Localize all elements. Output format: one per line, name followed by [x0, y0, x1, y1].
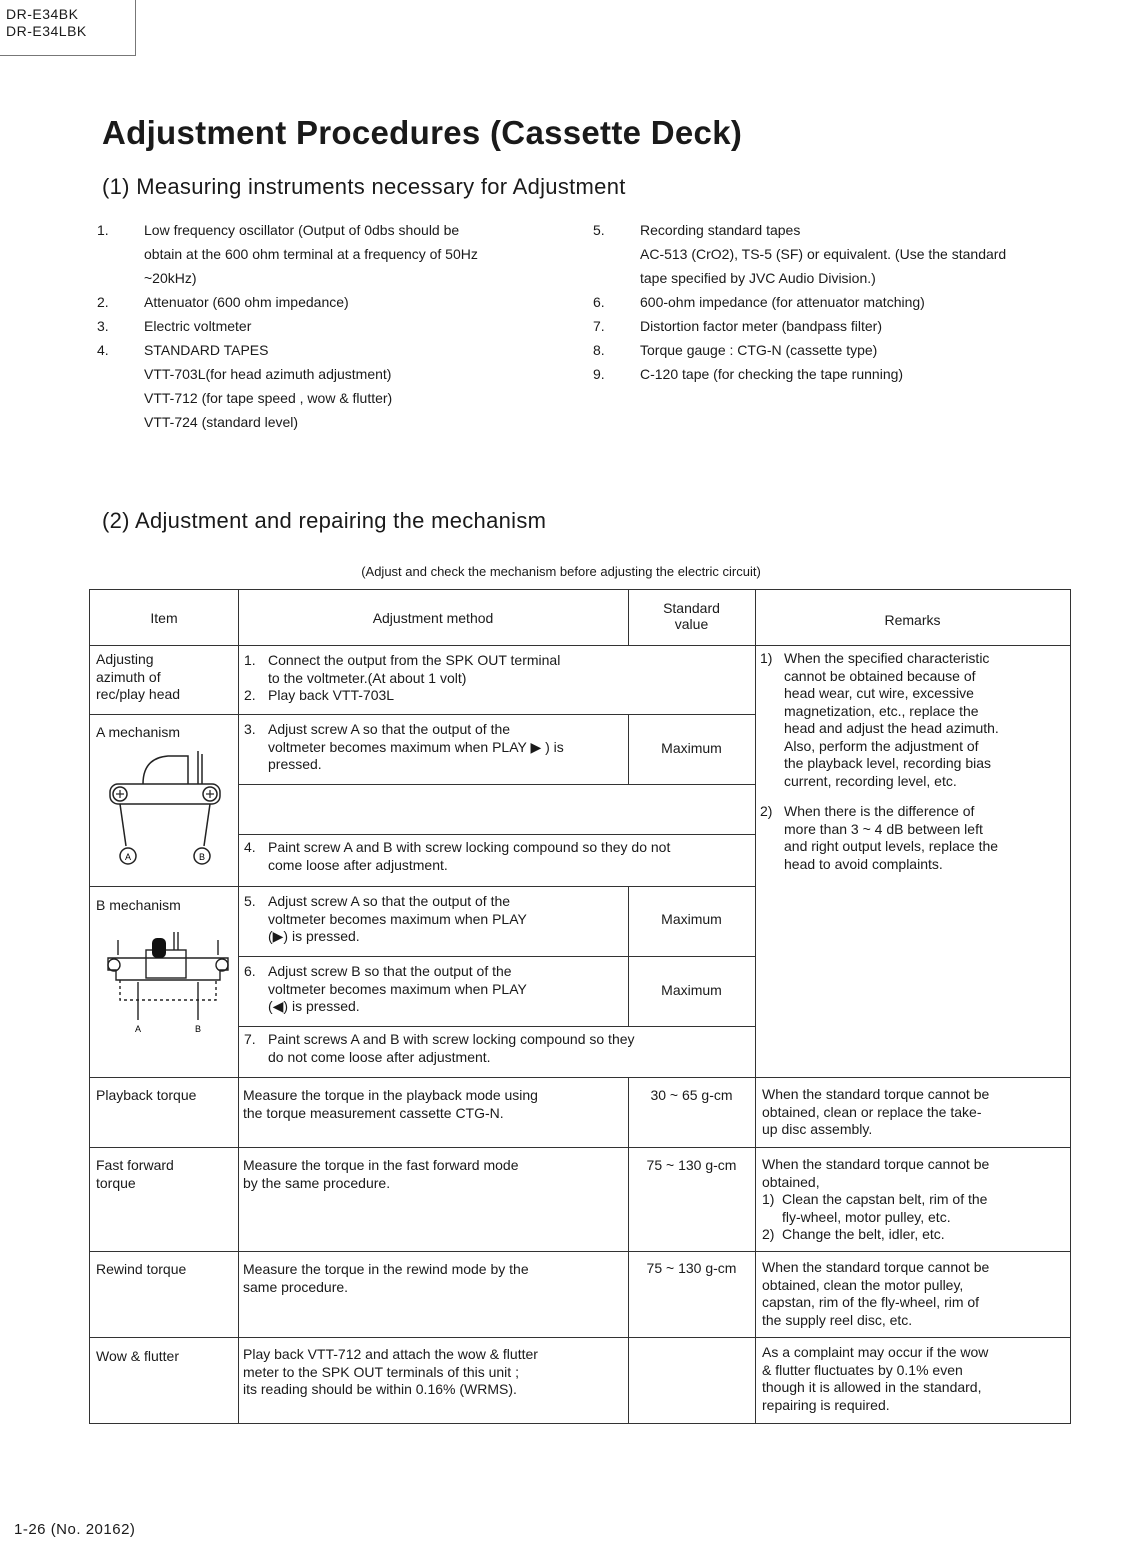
- remark-num: 1): [760, 650, 773, 666]
- list-num: 4.: [97, 342, 109, 358]
- remark-line: the supply reel disc, etc.: [762, 1311, 913, 1328]
- remark-line: When the specified characteristic: [784, 650, 990, 666]
- remark-item: [762, 1191, 1067, 1226]
- item-line: Adjusting: [96, 651, 154, 667]
- remark-num: 1): [762, 1191, 775, 1207]
- section1-heading: (1) Measuring instruments necessary for Adjustment: [102, 174, 626, 199]
- model-label-box: [0, 0, 136, 56]
- remark-line: head wear, cut wire, excessive: [784, 685, 974, 701]
- header-remarks: Remarks: [884, 612, 941, 628]
- remark-line: magnetization, etc., replace the: [784, 702, 979, 719]
- remarks-azimuth: [760, 650, 1065, 873]
- step-3: [244, 721, 624, 774]
- item-line: Fast forward: [96, 1157, 174, 1173]
- model-number-1: DR-E34BK: [6, 6, 79, 22]
- method-line: by the same procedure.: [243, 1174, 391, 1191]
- remark-line: more than 3 ~ 4 dB between left: [784, 820, 983, 837]
- standard-maximum: Maximum: [661, 740, 722, 756]
- list-num: 8.: [593, 342, 605, 358]
- remark-line: the playback level, recording bias: [784, 755, 992, 771]
- list-item: [97, 314, 567, 338]
- step-line: (◀) is pressed.: [268, 998, 360, 1014]
- section2-heading: (2) Adjustment and repairing the mechanism: [102, 508, 547, 533]
- header-item: Item: [150, 610, 178, 626]
- list-item: [593, 314, 1073, 338]
- screw-b-icon: [216, 959, 228, 971]
- remark-line: When the standard torque cannot be: [762, 1259, 990, 1275]
- item-line: torque: [96, 1174, 136, 1191]
- list-num: 2.: [97, 294, 109, 310]
- header-standard: [628, 600, 755, 632]
- list-item: [593, 338, 1073, 362]
- step-line: voltmeter becomes maximum when PLAY: [268, 980, 527, 997]
- step-num: 3.: [244, 721, 256, 737]
- remark-num: 2): [762, 1226, 775, 1242]
- remark-num: 2): [760, 803, 773, 819]
- method-line: Measure the torque in the playback mode using: [243, 1087, 538, 1103]
- step-line: pressed.: [268, 756, 322, 772]
- step-line: Adjust screw B so that the output of the: [268, 963, 512, 979]
- item-playback-torque: Playback torque: [96, 1087, 197, 1103]
- row-divider: [238, 784, 755, 785]
- item-line: rec/play head: [96, 686, 181, 702]
- list-line: STANDARD TAPES: [144, 342, 269, 358]
- item-fast-forward-torque: [96, 1157, 174, 1192]
- remark-2: [760, 803, 1065, 873]
- col-divider: [628, 1077, 629, 1423]
- remark-line: obtained, clean the motor pulley,: [762, 1276, 964, 1293]
- row-divider: [90, 886, 755, 887]
- section2-note: (Adjust and check the mechanism before adjusting the electric circuit): [361, 564, 761, 579]
- step-line: Paint screw A and B with screw locking compound so they do not: [268, 839, 671, 855]
- remark-line: Change the belt, idler, etc.: [782, 1226, 945, 1242]
- list-line: AC-513 (CrO2), TS-5 (SF) or equivalent. (Use the standard: [640, 246, 1007, 262]
- list-line: Torque gauge : CTG-N (cassette type): [640, 342, 878, 358]
- remark-line: obtained, clean or replace the take-: [762, 1103, 982, 1120]
- step-line: Adjust screw A so that the output of the: [268, 721, 511, 737]
- instrument-list-left: [97, 218, 567, 434]
- method-line: Play back VTT-712 and attach the wow & flutter: [243, 1346, 538, 1362]
- list-line: Recording standard tapes: [640, 222, 801, 238]
- standard-rewind-torque: 75 ~ 130 g-cm: [646, 1260, 737, 1276]
- list-line: C-120 tape (for checking the tape running): [640, 366, 904, 382]
- b-mechanism-diagram: [98, 920, 233, 1040]
- list-line: VTT-724 (standard level): [144, 414, 299, 430]
- header-standard-line: value: [674, 616, 709, 632]
- method-line: Measure the torque in the fast forward mode: [243, 1157, 519, 1173]
- label-b: B: [194, 1024, 202, 1034]
- method-fast-forward-torque: [243, 1157, 625, 1192]
- method-line: its reading should be within 0.16% (WRMS).: [243, 1381, 517, 1397]
- remark-line: repairing is required.: [762, 1396, 890, 1413]
- list-line: VTT-712 (for tape speed , wow & flutter): [144, 390, 393, 406]
- method-line: same procedure.: [243, 1278, 349, 1295]
- list-line: Attenuator (600 ohm impedance): [144, 294, 349, 310]
- step-line: Play back VTT-703L: [268, 687, 395, 703]
- standard-playback-torque: 30 ~ 65 g-cm: [650, 1087, 733, 1103]
- col-divider: [755, 590, 756, 1423]
- item-wow-flutter: Wow & flutter: [96, 1348, 179, 1364]
- step-line: do not come loose after adjustment.: [268, 1048, 491, 1065]
- row-divider: [90, 645, 1070, 646]
- remark-line: obtained,: [762, 1173, 820, 1190]
- step-num: 4.: [244, 839, 256, 855]
- item-b-mechanism: B mechanism: [96, 897, 181, 913]
- step-1: [244, 652, 624, 705]
- remark-line: capstan, rim of the fly-wheel, rim of: [762, 1294, 980, 1310]
- remark-line: When the standard torque cannot be: [762, 1086, 990, 1102]
- label-a: A: [134, 1024, 142, 1034]
- method-playback-torque: [243, 1087, 625, 1122]
- list-line: Low frequency oscillator (Output of 0dbs should be: [144, 222, 460, 238]
- header-method: Adjustment method: [372, 610, 494, 626]
- list-item: [97, 338, 567, 434]
- remark-line: As a complaint may occur if the wow: [762, 1344, 989, 1360]
- row-divider: [90, 714, 755, 715]
- item-a-mechanism: A mechanism: [96, 724, 181, 740]
- step-num: 7.: [244, 1031, 256, 1047]
- step-num: 1.: [244, 652, 256, 668]
- remarks-fast-forward-torque: [762, 1156, 1067, 1244]
- item-azimuth: [96, 651, 180, 704]
- instrument-list-right: [593, 218, 1073, 386]
- remarks-rewind-torque: [762, 1259, 1067, 1329]
- step-num: 5.: [244, 893, 256, 909]
- list-num: 3.: [97, 318, 109, 334]
- step-line: (▶) is pressed.: [268, 928, 360, 944]
- method-wow-flutter: [243, 1346, 625, 1399]
- remark-line: head and adjust the head azimuth.: [784, 720, 999, 736]
- step-num: 2.: [244, 687, 256, 703]
- row-divider: [90, 1077, 1070, 1078]
- method-line: meter to the SPK OUT terminals of this unit ;: [243, 1363, 519, 1380]
- step-7: [244, 1031, 744, 1066]
- head-base: [108, 958, 228, 980]
- label-b: B: [198, 852, 206, 862]
- remark-line: Also, perform the adjustment of: [784, 737, 979, 754]
- remark-line: & flutter fluctuates by 0.1% even: [762, 1361, 963, 1378]
- page-footer: 1-26 (No. 20162): [14, 1521, 136, 1538]
- list-item: [593, 290, 1073, 314]
- screw-a-icon: [108, 959, 120, 971]
- remark-item: [762, 1226, 1067, 1244]
- list-item: [593, 362, 1073, 386]
- method-rewind-torque: [243, 1261, 625, 1296]
- step-4: [244, 839, 744, 874]
- standard-fast-forward-torque: 75 ~ 130 g-cm: [646, 1157, 737, 1173]
- step-5: [244, 893, 624, 946]
- list-item: [97, 290, 567, 314]
- remark-line: up disc assembly.: [762, 1121, 873, 1137]
- a-mechanism-diagram: [98, 746, 233, 876]
- list-line: ~20kHz): [144, 270, 197, 286]
- step-line: Connect the output from the SPK OUT terminal: [268, 652, 561, 668]
- list-line: tape specified by JVC Audio Division.): [640, 270, 876, 286]
- step-line: voltmeter becomes maximum when PLAY ▶ ) is: [268, 738, 564, 755]
- remark-line: Clean the capstan belt, rim of the: [782, 1191, 988, 1207]
- remark-line: head to avoid complaints.: [784, 855, 943, 872]
- step-6: [244, 963, 624, 1016]
- row-divider: [90, 1147, 1070, 1148]
- list-line: 600-ohm impedance (for attenuator matching): [640, 294, 925, 310]
- standard-maximum: Maximum: [661, 982, 722, 998]
- list-line: Electric voltmeter: [144, 318, 252, 334]
- step-line: voltmeter becomes maximum when PLAY: [268, 910, 527, 927]
- row-divider: [90, 1337, 1070, 1338]
- method-line: the torque measurement cassette CTG-N.: [243, 1104, 504, 1121]
- remark-line: When the standard torque cannot be: [762, 1156, 990, 1172]
- remark-1: [760, 650, 1065, 790]
- list-num: 1.: [97, 222, 109, 238]
- remark-line: fly-wheel, motor pulley, etc.: [782, 1208, 951, 1225]
- remark-line: current, recording level, etc.: [784, 772, 957, 789]
- remark-line: When there is the difference of: [784, 803, 975, 819]
- step-num: 6.: [244, 963, 256, 979]
- label-a: A: [124, 852, 132, 862]
- step-line: come loose after adjustment.: [268, 856, 448, 873]
- list-line: Distortion factor meter (bandpass filter): [640, 318, 882, 334]
- list-line: obtain at the 600 ohm terminal at a frequency of 50Hz: [144, 246, 478, 262]
- step-line: Paint screws A and B with screw locking compound so they: [268, 1031, 635, 1047]
- list-num: 9.: [593, 366, 605, 382]
- item-rewind-torque: Rewind torque: [96, 1261, 187, 1277]
- remark-line: though it is allowed in the standard,: [762, 1379, 982, 1395]
- standard-maximum: Maximum: [661, 911, 722, 927]
- item-line: azimuth of: [96, 668, 161, 685]
- list-num: 5.: [593, 222, 605, 238]
- remark-line: and right output levels, replace the: [784, 838, 999, 854]
- list-item: [593, 218, 1073, 290]
- remarks-playback-torque: [762, 1086, 1067, 1139]
- list-num: 6.: [593, 294, 605, 310]
- remarks-wow-flutter: [762, 1344, 1067, 1414]
- head-icon: [152, 938, 166, 958]
- row-divider: [238, 956, 755, 957]
- remark-line: cannot be obtained because of: [784, 667, 976, 684]
- row-divider: [238, 834, 755, 835]
- list-num: 7.: [593, 318, 605, 334]
- adjustment-table: [89, 589, 1071, 1424]
- step-2: [244, 687, 624, 705]
- head-outline: [143, 756, 188, 784]
- step-line: to the voltmeter.(At about 1 volt): [268, 669, 467, 686]
- header-standard-line: Standard: [663, 600, 720, 616]
- method-line: Measure the torque in the rewind mode by the: [243, 1261, 529, 1277]
- list-line: VTT-703L(for head azimuth adjustment): [144, 366, 392, 382]
- row-divider: [238, 1026, 755, 1027]
- row-divider: [90, 1251, 1070, 1252]
- list-item: [97, 218, 567, 290]
- model-number-2: DR-E34LBK: [6, 23, 87, 39]
- page-title: Adjustment Procedures (Cassette Deck): [102, 114, 743, 151]
- step-line: Adjust screw A so that the output of the: [268, 893, 511, 909]
